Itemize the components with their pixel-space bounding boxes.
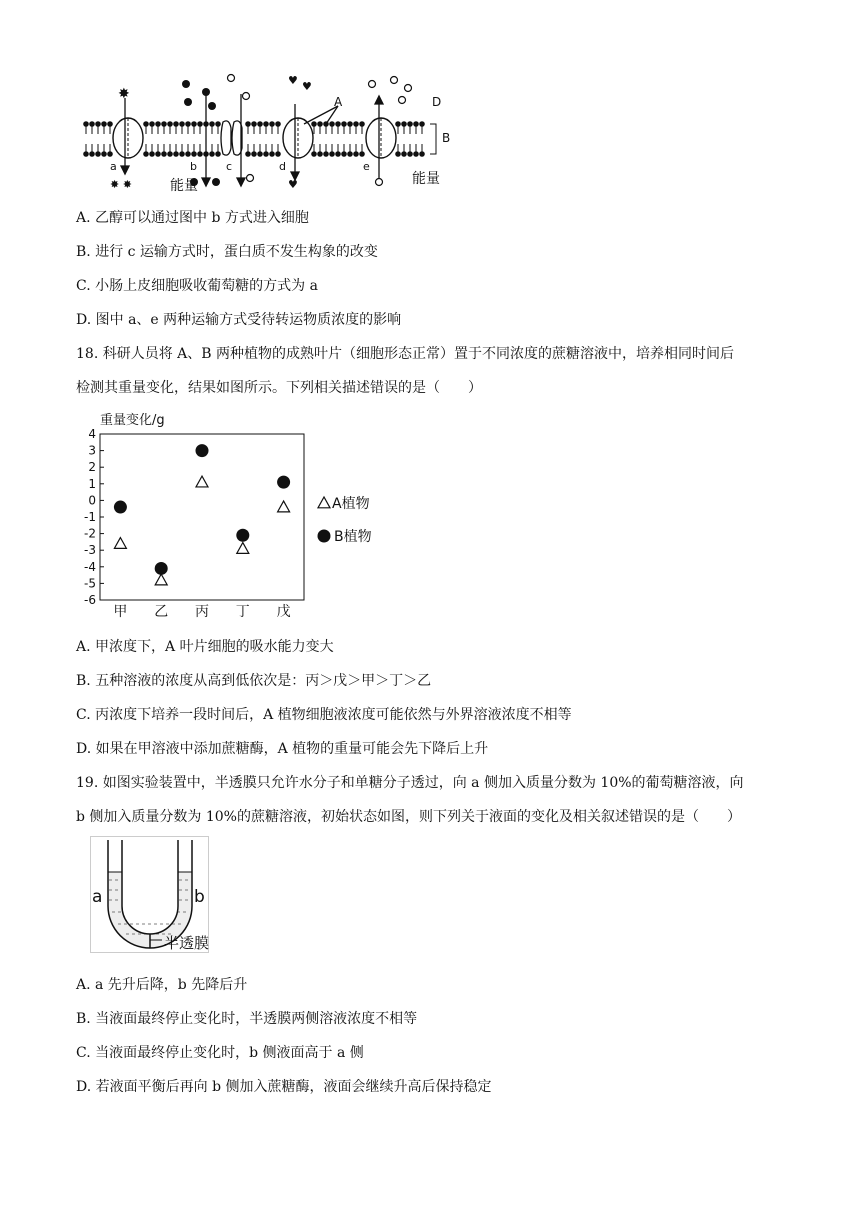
y-tick-label: -4: [84, 559, 96, 574]
x-tick-label: 乙: [154, 604, 169, 620]
point-b-plant: [114, 501, 127, 514]
plot-frame: [100, 434, 304, 600]
svg-text:✸ ✸: ✸ ✸: [110, 178, 132, 191]
y-tick-label: -1: [84, 510, 96, 524]
q18-option-b: B. 五种溶液的浓度从高到低依次是：丙＞戊＞甲＞丁＞乙: [76, 673, 432, 689]
x-tick-label: 丙: [195, 604, 209, 620]
point-b-plant: [236, 529, 249, 542]
svg-text:♥: ♥: [288, 74, 298, 87]
y-tick-label: 1: [88, 476, 96, 491]
y-tick-label: 2: [88, 460, 96, 475]
q18-option-c: C. 丙浓度下培养一段时间后，A 植物细胞液浓度可能依然与外界溶液浓度不相等: [76, 707, 572, 723]
x-tick-label: 丁: [235, 604, 250, 620]
u-tube-label-b: b: [194, 887, 205, 907]
channel-protein-c: [221, 121, 242, 155]
svg-text:✸: ✸: [118, 86, 130, 102]
point-a-plant: [196, 476, 208, 487]
q19-option-a: A. a 先升后降，b 先降后升: [76, 977, 248, 993]
point-a-plant: [237, 543, 249, 554]
label-D: D: [432, 95, 442, 109]
y-axis-label: 重量变化/g: [100, 413, 165, 428]
y-tick-label: 0: [88, 493, 96, 508]
point-b-plant: [155, 562, 168, 575]
q17-option-b: B. 进行 c 运输方式时，蛋白质不发生构象的改变: [76, 244, 378, 260]
u-tube-figure: [90, 836, 210, 954]
point-a-plant: [155, 574, 167, 585]
point-b-plant: [277, 476, 290, 489]
q19-option-b: B. 当液面最终停止变化时，半透膜两侧溶液浓度不相等: [76, 1011, 418, 1027]
legend-label-a: A植物: [332, 496, 370, 512]
label-d: d: [279, 160, 286, 173]
y-tick-label: 3: [88, 443, 96, 458]
label-a: a: [110, 160, 117, 173]
point-b-plant: [196, 444, 209, 457]
q17-option-a: A. 乙醇可以通过图中 b 方式进入细胞: [76, 210, 309, 226]
energy-label-left: 能量: [170, 178, 198, 194]
q18-stem-line1: 18. 科研人员将 A、B 两种植物的成熟叶片（细胞形态正常）置于不同浓度的蔗糖溶液中，培养相同时间后: [76, 346, 735, 362]
label-b: b: [190, 160, 197, 173]
y-tick-label: -3: [84, 543, 96, 558]
legend-marker-a: [318, 497, 330, 508]
point-a-plant: [114, 538, 126, 549]
membrane-label: 半透膜: [164, 934, 210, 952]
point-a-plant: [278, 501, 290, 512]
legend-label-b: B植物: [334, 529, 372, 545]
membrane-transport-figure: [76, 66, 466, 196]
q19-option-d: D. 若液面平衡后再向 b 侧加入蔗糖酶，液面会继续升高后保持稳定: [76, 1079, 492, 1095]
q18-option-d: D. 如果在甲溶液中添加蔗糖酶，A 植物的重量可能会先下降后上升: [76, 741, 489, 757]
legend-marker-b: [318, 530, 331, 543]
q18-option-a: A. 甲浓度下，A 叶片细胞的吸水能力变大: [76, 639, 334, 655]
label-B: B: [442, 131, 451, 145]
label-e: e: [363, 160, 370, 173]
y-tick-label: 4: [88, 427, 96, 441]
u-tube-label-a: a: [92, 887, 103, 907]
q19-stem-line2: b 侧加入质量分数为 10%的蔗糖溶液，初始状态如图，则下列关于液面的变化及相关叙述错误的是（ ）: [76, 809, 741, 825]
y-tick-label: -6: [84, 593, 96, 607]
q18-stem-line2: 检测其重量变化，结果如图所示。下列相关描述错误的是（ ）: [76, 380, 482, 396]
q17-option-c: C. 小肠上皮细胞吸收葡萄糖的方式为 a: [76, 278, 318, 294]
weight-change-chart: [76, 408, 406, 620]
svg-text:♥: ♥: [288, 178, 298, 191]
x-tick-label: 戊: [276, 604, 291, 620]
energy-label-right: 能量: [412, 171, 440, 187]
label-c: c: [226, 160, 233, 173]
label-A: A: [334, 95, 343, 109]
svg-text:♥: ♥: [302, 80, 312, 93]
q17-option-d: D. 图中 a、e 两种运输方式受待转运物质浓度的影响: [76, 312, 402, 328]
q19-stem-line1: 19. 如图实验装置中，半透膜只允许水分子和单糖分子透过，向 a 侧加入质量分数为 10%的葡萄糖溶液，向: [76, 775, 744, 791]
x-tick-label: 甲: [113, 604, 128, 620]
q19-option-c: C. 当液面最终停止变化时，b 侧液面高于 a 侧: [76, 1045, 364, 1061]
y-tick-label: -2: [84, 526, 96, 541]
y-tick-label: -5: [84, 576, 96, 591]
